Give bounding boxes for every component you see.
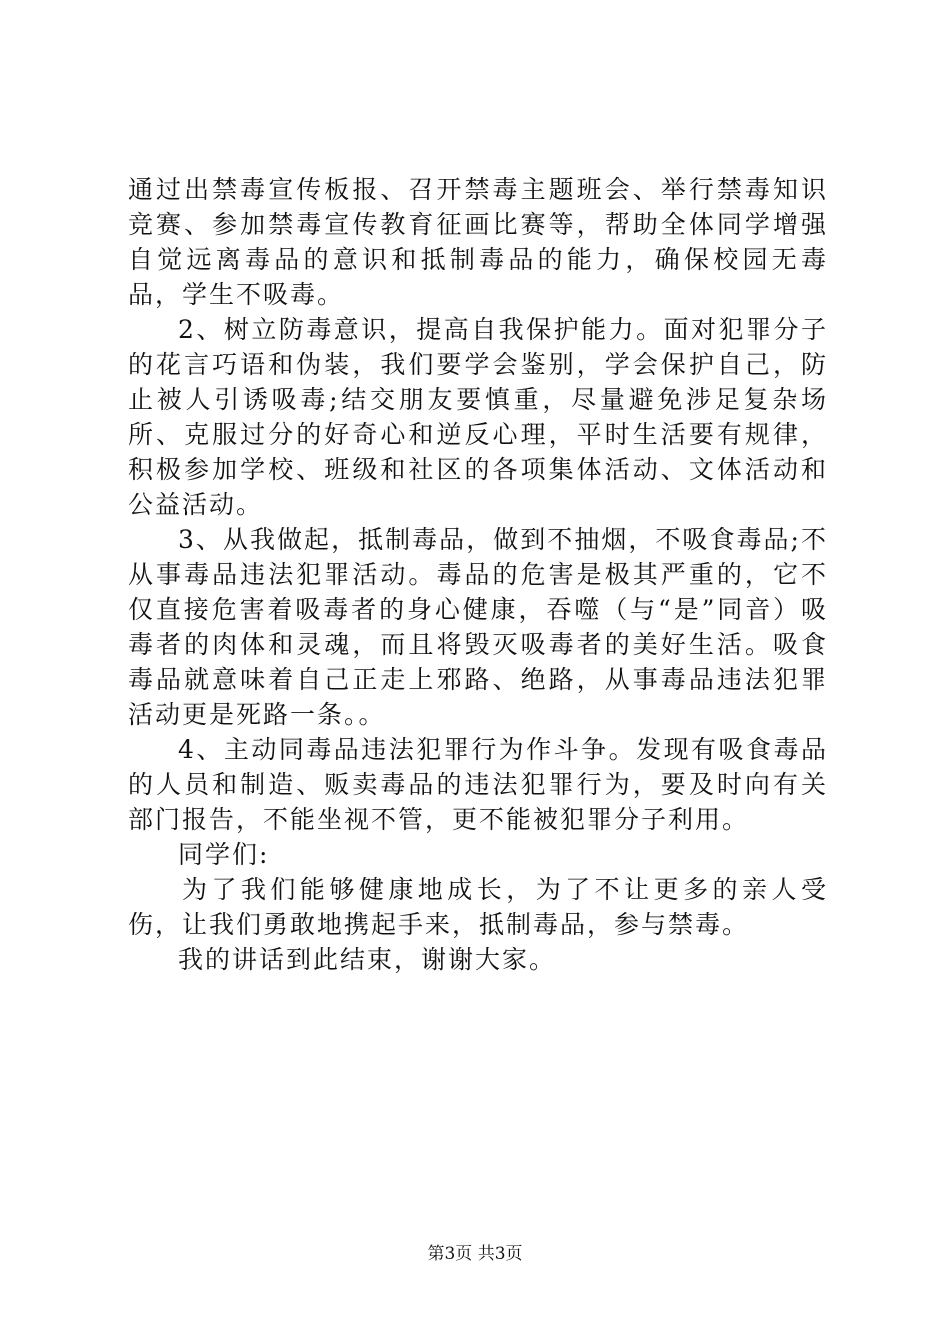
paragraph-closing: 我的讲话到此结束，谢谢大家。 (178, 945, 557, 974)
paragraph-item-2: 2、树立防毒意识，提高自我保护能力。面对犯罪分子的花言巧语和伪装，我们要学会鉴别，学会保护自己，防止被人引诱吸毒;结交朋友要慎重，尽量避免涉足复杂场所、克服过分的好奇心和逆反心理，平时生活要有规律，积极参加学校、班级和社区的各项集体活动、文体活动和公益活动。 (128, 315, 828, 519)
document-body (128, 172, 828, 977)
paragraph-salutation: 同学们: (178, 840, 270, 869)
paragraph-appeal: 为了我们能够健康地成长，为了不让更多的亲人受伤，让我们勇敢地携起手来，抵制毒品，参与禁毒。 (128, 875, 828, 939)
paragraph-item-4: 4、主动同毒品违法犯罪行为作斗争。发现有吸食毒品的人员和制造、贩卖毒品的违法犯罪行为，要及时向有关部门报告，不能坐视不管，更不能被犯罪分子利用。 (128, 735, 828, 834)
paragraph-continuation: 通过出禁毒宣传板报、召开禁毒主题班会、举行禁毒知识竞赛、参加禁毒宣传教育征画比赛等，帮助全体同学增强自觉远离毒品的意识和抵制毒品的能力，确保校园无毒品，学生不吸毒。 (128, 175, 828, 309)
paragraph-item-3: 3、从我做起，抵制毒品，做到不抽烟，不吸食毒品;不从事毒品违法犯罪活动。毒品的危害是极其严重的，它不仅直接危害着吸毒者的身心健康，吞噬（与“是”同音）吸毒者的肉体和灵魂，而且将毁灭吸毒者的美好生活。吸食毒品就意味着自己正走上邪路、绝路，从事毒品违法犯罪活动更是死路一条。。 (128, 525, 828, 729)
page-footer: 第3页 共3页 (427, 1244, 523, 1264)
